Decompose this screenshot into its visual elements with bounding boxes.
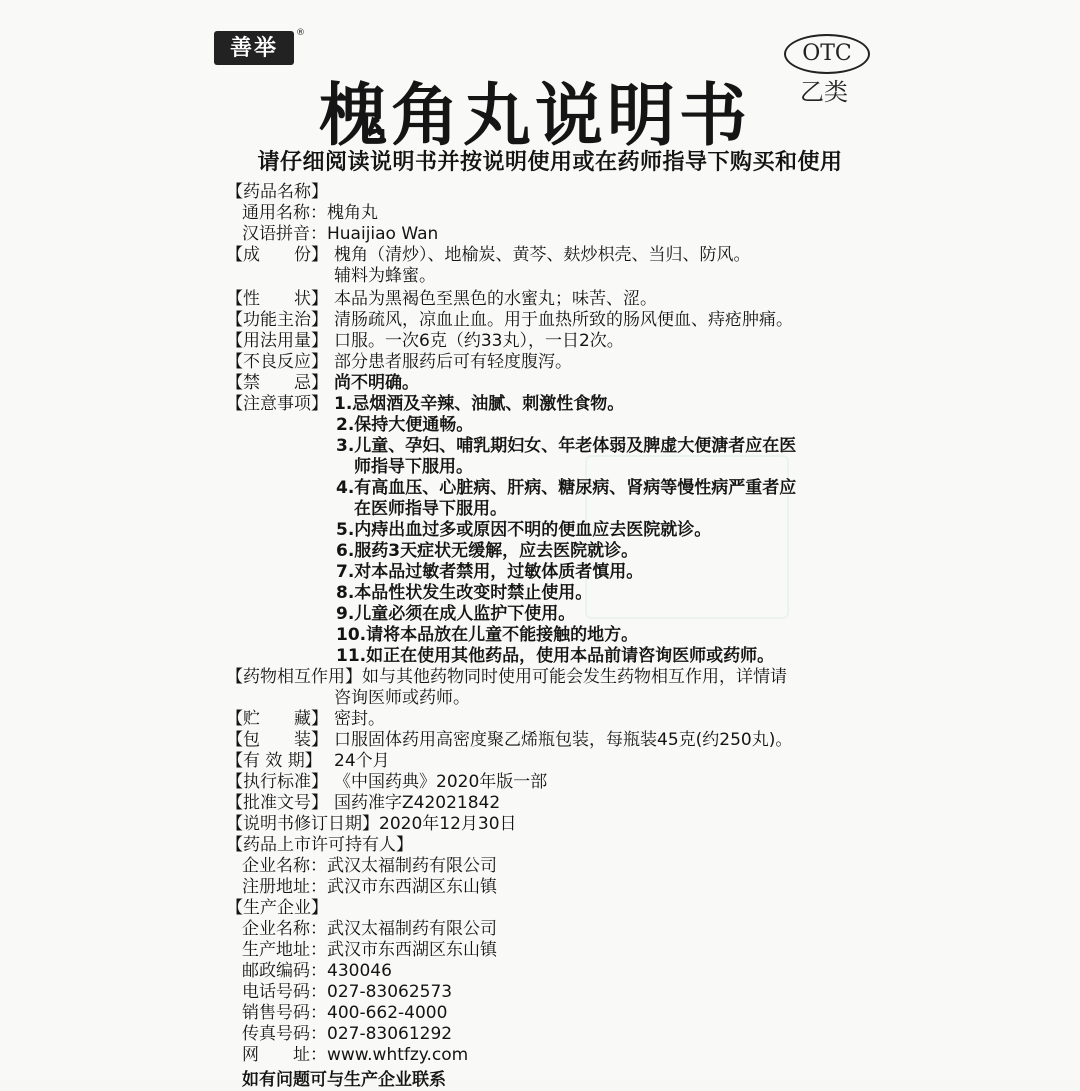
field-label: 邮政编码： (242, 961, 327, 981)
section-interactions (226, 667, 866, 688)
precaution-item: 10.请将本品放在儿童不能接触的地方。 (336, 625, 639, 645)
precaution-item: 4.有高血压、心脏病、肝病、糖尿病、肾病等慢性病严重者应 (336, 478, 797, 498)
mah-company-row (226, 856, 866, 877)
section-appearance (226, 289, 866, 310)
section-label: 【功能主治】 (226, 310, 328, 330)
section-label: 【禁 忌】 (226, 373, 328, 393)
field-value: 027-83061292 (327, 1024, 453, 1044)
section-packaging (226, 730, 866, 751)
field-value: 400-662-4000 (327, 1003, 448, 1023)
section-value: 国药准字Z42021842 (334, 793, 501, 813)
section-value: 如与其他药物同时使用可能会发生药物相互作用，详情请 (362, 667, 787, 687)
precaution-item: 6.服药3天症状无缓解，应去医院就诊。 (336, 541, 639, 561)
field-label: 网 址： (242, 1045, 327, 1065)
precaution-item: 2.保持大便通畅。 (336, 415, 474, 435)
interactions-continuation: 咨询医师或药师。 (334, 688, 470, 708)
section-mah (226, 835, 866, 856)
field-label: 生产地址： (242, 940, 327, 960)
mfr-fax-row (226, 1024, 866, 1045)
mfr-postcode-row (226, 961, 866, 982)
field-label: 销售号码： (242, 1003, 327, 1023)
field-value: 槐角丸 (327, 203, 378, 223)
field-value: Huaijiao Wan (327, 224, 439, 244)
precaution-item: 9.儿童必须在成人监护下使用。 (336, 604, 576, 624)
field-label: 电话号码： (242, 982, 327, 1002)
section-label: 【不良反应】 (226, 352, 328, 372)
section-label: 【药品名称】 (226, 182, 328, 202)
field-value: 武汉太福制药有限公司 (327, 856, 497, 876)
section-drug-name (226, 182, 866, 203)
precaution-item: 11.如正在使用其他药品，使用本品前请咨询医师或药师。 (336, 646, 775, 666)
section-ingredients (226, 245, 866, 266)
section-value: 清肠疏风，凉血止血。用于血热所致的肠风便血、痔疮肿痛。 (334, 310, 793, 330)
precaution-item-continuation: 师指导下服用。 (354, 457, 473, 477)
section-storage (226, 709, 866, 730)
section-contraindications (226, 373, 866, 394)
document-title: 槐角丸说明书 (318, 76, 751, 156)
section-value: 尚不明确。 (334, 373, 419, 393)
section-label: 【成 份】 (226, 245, 328, 265)
section-label: 【注意事项】 (226, 394, 328, 414)
otc-badge: OTC (784, 34, 870, 74)
precaution-item: 7.对本品过敏者禁用，过敏体质者慎用。 (336, 562, 644, 582)
precaution-item: 3.儿童、孕妇、哺乳期妇女、年老体弱及脾虚大便溏者应在医 (336, 436, 797, 456)
mfr-sales-row (226, 1003, 866, 1024)
precaution-item-continuation: 在医师指导下服用。 (354, 499, 507, 519)
field-label: 企业名称： (242, 919, 327, 939)
precaution-item: 1.忌烟酒及辛辣、油腻、刺激性食物。 (334, 394, 625, 414)
precaution-item: 8.本品性状发生改变时禁止使用。 (336, 583, 593, 603)
section-standard (226, 772, 866, 793)
section-value: 部分患者服药后可有轻度腹泻。 (334, 352, 572, 372)
section-label: 【用法用量】 (226, 331, 328, 351)
leaflet-body (226, 182, 866, 1091)
section-label: 【药品上市许可持有人】 (226, 835, 413, 855)
section-label: 【性 状】 (226, 289, 328, 309)
field-label: 企业名称： (242, 856, 327, 876)
section-dosage (226, 331, 866, 352)
footer-contact-note: 如有问题可与生产企业联系 (242, 1070, 446, 1090)
section-manufacturer (226, 898, 866, 919)
section-revision (226, 814, 866, 835)
field-value: 武汉太福制药有限公司 (327, 919, 497, 939)
field-label: 注册地址： (242, 877, 327, 897)
section-indications (226, 310, 866, 331)
section-value: 《中国药典》2020年版一部 (334, 772, 548, 792)
field-value: www.whtfzy.com (327, 1045, 469, 1065)
section-value: 本品为黑褐色至黑色的水蜜丸；味苦、涩。 (334, 289, 657, 309)
section-approval (226, 793, 866, 814)
section-value: 24个月 (334, 751, 390, 771)
section-label: 【批准文号】 (226, 793, 328, 813)
mah-address-row (226, 877, 866, 898)
section-adverse (226, 352, 866, 373)
section-value: 2020年12月30日 (379, 814, 517, 834)
ingredients-continuation: 辅料为蜂蜜。 (334, 266, 436, 286)
section-label: 【包 装】 (226, 730, 328, 750)
reading-warning: 请仔细阅读说明书并按说明使用或在药师指导下购买和使用 (257, 150, 843, 175)
section-value: 密封。 (334, 709, 385, 729)
section-precautions (226, 394, 866, 415)
section-label: 【有 效 期】 (226, 751, 322, 771)
field-value: 027-83062573 (327, 982, 453, 1002)
field-label: 传真号码： (242, 1024, 327, 1044)
section-label: 【生产企业】 (226, 898, 328, 918)
generic-name-row (226, 203, 866, 224)
section-label: 【执行标准】 (226, 772, 328, 792)
section-label: 【说明书修订日期】 (226, 814, 379, 834)
section-label: 【贮 藏】 (226, 709, 328, 729)
pinyin-row (226, 224, 866, 245)
mfr-phone-row (226, 982, 866, 1003)
registered-mark: ® (296, 28, 305, 38)
otc-class-label: 乙类 (800, 78, 848, 106)
mfr-address-row (226, 940, 866, 961)
section-value: 口服固体药用高密度聚乙烯瓶包装，每瓶装45克(约250丸)。 (334, 730, 793, 750)
section-validity (226, 751, 866, 772)
mfr-web-row (226, 1045, 866, 1066)
section-value: 口服。一次6克（约33丸），一日2次。 (334, 331, 624, 351)
section-value: 槐角（清炒）、地榆炭、黄芩、麸炒枳壳、当归、防风。 (334, 245, 751, 265)
brand-logo: 善举 (214, 31, 294, 65)
field-value: 武汉市东西湖区东山镇 (327, 940, 497, 960)
section-label: 【药物相互作用】 (226, 667, 362, 687)
field-value: 武汉市东西湖区东山镇 (327, 877, 497, 897)
mfr-company-row (226, 919, 866, 940)
field-value: 430046 (327, 961, 392, 981)
precaution-item: 5.内痔出血过多或原因不明的便血应去医院就诊。 (336, 520, 712, 540)
field-label: 通用名称： (242, 203, 327, 223)
field-label: 汉语拼音： (242, 224, 327, 244)
